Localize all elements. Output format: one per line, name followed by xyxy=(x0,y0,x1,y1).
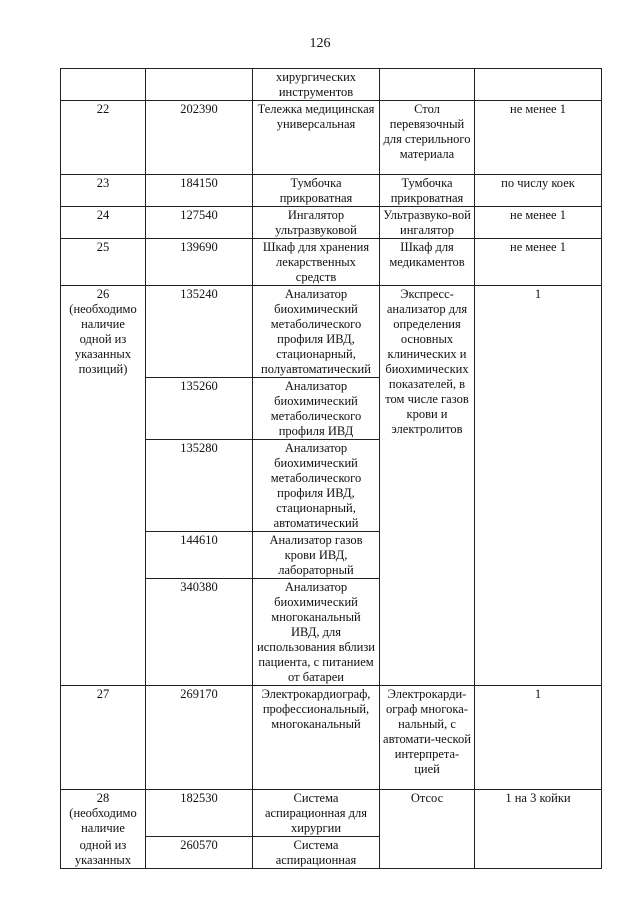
quantity-cell: 1 на 3 койки xyxy=(475,790,602,869)
page-number: 126 xyxy=(309,36,331,51)
kind-cell: Стол перевязочный для стерильного материала xyxy=(380,101,475,175)
row-number-cell: 24 xyxy=(61,207,146,239)
name-cell: Анализатор биохимический метаболического профиля ИВД xyxy=(253,378,380,440)
name-cell: Анализатор газов крови ИВД, лабораторный xyxy=(253,532,380,579)
code-cell: 340380 xyxy=(146,579,253,686)
quantity-cell: не менее 1 xyxy=(475,101,602,175)
name-cell: Электрокардиограф, профессиональный, многоканальный xyxy=(253,686,380,790)
quantity-cell: не менее 1 xyxy=(475,207,602,239)
code-cell xyxy=(146,69,253,101)
quantity-cell: по числу коек xyxy=(475,175,602,207)
row-number-cell: 22 xyxy=(61,101,146,175)
kind-cell: Экспресс-анализатор для определения основных клинических и биохимических показателей, в том числе газов крови и электролитов xyxy=(380,286,475,686)
code-cell: 184150 xyxy=(146,175,253,207)
table-row xyxy=(61,69,602,101)
name-cell: Анализатор биохимический метаболического профиля ИВД, стационарный, полуавтоматический xyxy=(253,286,380,378)
code-cell: 269170 xyxy=(146,686,253,790)
name-cell: Анализатор биохимический многоканальный ИВД, для использования вблизи пациента, с питанием от батареи xyxy=(253,579,380,686)
table-row xyxy=(61,101,602,175)
equipment-table xyxy=(60,68,602,869)
kind-cell: Отсос xyxy=(380,790,475,869)
kind-cell: Тумбочка прикроватная xyxy=(380,175,475,207)
code-cell: 202390 xyxy=(146,101,253,175)
row-number-cell: одной из указанных xyxy=(61,837,146,869)
quantity-cell: не менее 1 xyxy=(475,239,602,286)
kind-cell: Электрокарди-ограф многока-нальный, с автомати-ческой интерпрета-цией xyxy=(380,686,475,790)
code-cell: 135280 xyxy=(146,440,253,532)
quantity-cell: 1 xyxy=(475,286,602,686)
row-number-cell: 28 (необходимо наличие xyxy=(61,790,146,837)
kind-cell: Ультразвуко-вой ингалятор xyxy=(380,207,475,239)
table-row xyxy=(61,239,602,286)
name-cell: Система аспирационная для хирургии xyxy=(253,790,380,837)
name-cell: хирургических инструментов xyxy=(253,69,380,101)
row-number-cell: 27 xyxy=(61,686,146,790)
table-row xyxy=(61,207,602,239)
name-cell: Шкаф для хранения лекарственных средств xyxy=(253,239,380,286)
table-row xyxy=(61,175,602,207)
row-number-cell: 25 xyxy=(61,239,146,286)
code-cell: 139690 xyxy=(146,239,253,286)
code-cell: 127540 xyxy=(146,207,253,239)
code-cell: 135240 xyxy=(146,286,253,378)
name-cell: Система аспирационная xyxy=(253,837,380,869)
table-row xyxy=(61,790,602,837)
row-number-cell xyxy=(61,69,146,101)
name-cell: Анализатор биохимический метаболического профиля ИВД, стационарный, автоматический xyxy=(253,440,380,532)
code-cell: 260570 xyxy=(146,837,253,869)
kind-cell xyxy=(380,69,475,101)
code-cell: 144610 xyxy=(146,532,253,579)
table-row xyxy=(61,286,602,378)
quantity-cell xyxy=(475,69,602,101)
code-cell: 135260 xyxy=(146,378,253,440)
row-number-cell: 26 (необходимо наличие одной из указанных позиций) xyxy=(61,286,146,686)
name-cell: Ингалятор ультразвуковой xyxy=(253,207,380,239)
row-number-cell: 23 xyxy=(61,175,146,207)
kind-cell: Шкаф для медикаментов xyxy=(380,239,475,286)
name-cell: Тележка медицинская универсальная xyxy=(253,101,380,175)
quantity-cell: 1 xyxy=(475,686,602,790)
code-cell: 182530 xyxy=(146,790,253,837)
table-row xyxy=(61,686,602,790)
name-cell: Тумбочка прикроватная xyxy=(253,175,380,207)
